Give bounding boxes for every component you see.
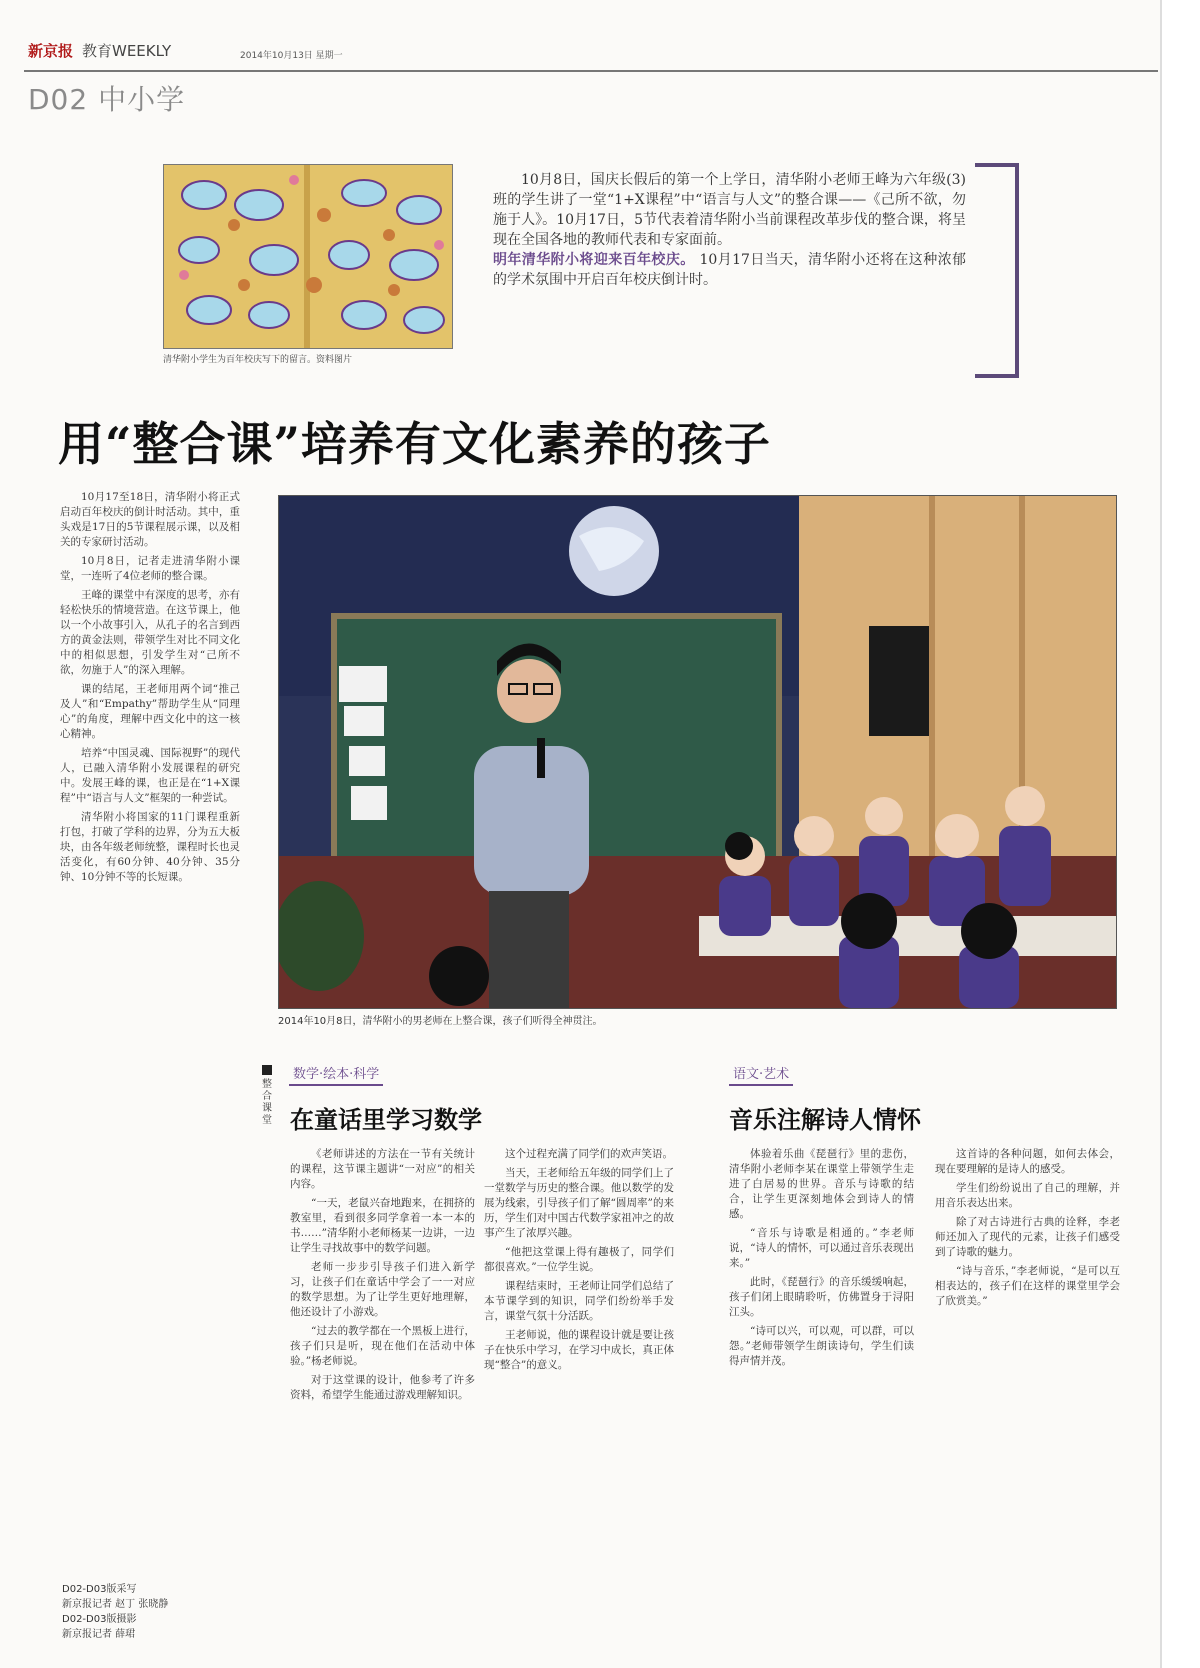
music-subhead: 音乐注解诗人情怀 xyxy=(729,1105,921,1134)
side-label-text: 整合课堂 xyxy=(262,1079,272,1126)
page-section: D02 中小学 xyxy=(28,83,186,116)
music-paragraph: 除了对古诗进行古典的诠释，李老师还加入了现代的元素，让孩子们感受到了诗歌的魅力。 xyxy=(935,1216,1120,1258)
left-paragraph: 10月8日，记者走进清华附小课堂，一连听了4位老师的整合课。 xyxy=(60,555,240,582)
music-paragraph: 此时，《琵琶行》的音乐缓缓响起，孩子们闭上眼睛聆听，仿佛置身于浔阳江头。 xyxy=(729,1276,914,1318)
math-column-b xyxy=(484,1147,674,1377)
music-paragraph: “诗可以兴，可以观，可以群，可以怨。”老师带领学生朗读诗句，学生们读得声情并茂。 xyxy=(729,1325,914,1367)
left-paragraph: 10月17至18日，清华附小将正式启动百年校庆的倒计时活动。其中，重头戏是17日的5节课程展示课，以及相关的专家研讨活动。 xyxy=(60,491,240,548)
math-tag-wrap xyxy=(289,1063,383,1082)
intro-text-2: 10月17日当天，清华附小还将在这种浓郁的学术氛围中开启百年校庆倒计时。 xyxy=(493,252,966,288)
section-weekly: 教育WEEKLY xyxy=(82,42,172,60)
issue-date: 2014年10月13日 星期一 xyxy=(240,51,343,61)
header-rule xyxy=(24,70,1158,72)
masthead: 新京报 xyxy=(28,42,74,60)
credit-line: D02-D03版摄影 xyxy=(62,1614,137,1625)
left-column xyxy=(60,490,240,889)
math-paragraph: “一天，老鼠兴奋地跑来，在拥挤的教室里，看到很多同学拿着一本一本的书……”清华附小老师杨某一边讲，一边让学生寻找故事中的数学问题。 xyxy=(290,1197,475,1254)
math-column-a xyxy=(290,1147,475,1407)
credit-line: 新京报记者 薛珺 xyxy=(62,1629,136,1640)
math-paragraph: 课程结束时，王老师让同学们总结了本节课学到的知识，同学们纷纷举手发言，课堂气氛十分活跃。 xyxy=(484,1280,674,1322)
math-paragraph: 对于这堂课的设计，他参考了许多资料，希望学生能通过游戏理解知识。 xyxy=(290,1374,475,1401)
music-paragraph: “诗与音乐，”李老师说，“是可以互相表达的，孩子们在这样的课堂里学会了欣赏美。” xyxy=(935,1265,1120,1307)
credit-line: D02-D03版采写 xyxy=(62,1584,137,1595)
credit-line: 新京报记者 赵丁 张晓静 xyxy=(62,1599,169,1610)
left-paragraph: 课的结尾，王老师用两个词“推己及人”和“Empathy”帮助学生从“同理心”的角度，理解中西文化中的这一核心精神。 xyxy=(60,683,240,740)
intro-bracket xyxy=(975,163,1019,378)
left-paragraph: 清华附小将国家的11门课程重新打包，打破了学科的边界，分为五大板块，由各年级老师统整，课程时长也灵活变化，有60分钟、40分钟、35分钟、10分钟不等的长短课。 xyxy=(60,811,240,883)
music-paragraph: 这首诗的各种问题，如何去体会，现在要理解的是诗人的感受。 xyxy=(935,1148,1120,1175)
side-label-marker xyxy=(262,1065,272,1075)
music-column-a xyxy=(729,1147,914,1373)
math-paragraph: 当天，王老师给五年级的同学们上了一堂数学与历史的整合课。他以数学的发展为线索，引导孩子们了解“圆周率”的来历，学生们对中国古代数学家祖冲之的故事产生了浓厚兴趣。 xyxy=(484,1167,674,1239)
left-paragraph: 培养“中国灵魂、国际视野”的现代人，已融入清华附小发展课程的研究中。发展王峰的课，也正是在“1+X课程”中“语言与人文”框架的一种尝试。 xyxy=(60,747,240,804)
math-paragraph: 这个过程充满了同学们的欢声笑语。 xyxy=(505,1148,673,1160)
credits xyxy=(62,1582,168,1642)
top-photo xyxy=(163,164,453,349)
math-tag: 数学·绘本·科学 xyxy=(289,1065,383,1086)
music-column-b xyxy=(935,1147,1120,1313)
math-paragraph: 王老师说，他的课程设计就是要让孩子在快乐中学习，在学习中成长，真正体现“整合”的意义。 xyxy=(484,1329,674,1371)
math-subhead: 在童话里学习数学 xyxy=(290,1105,482,1134)
left-paragraph: 王峰的课堂中有深度的思考，亦有轻松快乐的情境营造。在这节课上，他以一个小故事引入，从孔子的名言到西方的黄金法则，带领学生对比不同文化中的相似思想，引发学生对“己所不欲，勿施于人”的深入理解。 xyxy=(60,589,240,676)
music-paragraph: 学生们纷纷说出了自己的理解，并用音乐表达出来。 xyxy=(935,1182,1120,1209)
music-paragraph: “音乐与诗歌是相通的。”李老师说，“诗人的情怀，可以通过音乐表现出来。” xyxy=(729,1227,914,1269)
page-edge xyxy=(1160,0,1162,1668)
side-label xyxy=(262,1065,276,1127)
classroom-photo xyxy=(278,495,1117,1009)
music-tag-wrap xyxy=(729,1063,793,1082)
top-photo-caption: 清华附小学生为百年校庆写下的留言。资料图片 xyxy=(163,355,353,365)
math-paragraph: “过去的教学都在一个黑板上进行，孩子们只是听，现在他们在活动中体验。”杨老师说。 xyxy=(290,1325,475,1367)
math-paragraph: 老师一步步引导孩子们进入新学习，让孩子们在童话中学会了一一对应的数学思想。为了让学生更好地理解，他还设计了小游戏。 xyxy=(290,1261,475,1318)
intro-paragraph xyxy=(493,170,966,290)
music-paragraph: 体验着乐曲《琵琶行》里的悲伤，清华附小老师李某在课堂上带领学生走进了白居易的世界。音乐与诗歌的结合，让学生更深刻地体会到诗人的情感。 xyxy=(729,1148,914,1220)
intro-text-1: 10月8日，国庆长假后的第一个上学日，清华附小老师王峰为六年级(3)班的学生讲了一堂“1+X课程”中“语言与人文”的整合课——《己所不欲，勿施于人》。10月17日，5节代表着清华附小当前课程改革步伐的整合课，将呈现在全国各地的教师代表和专家面前。 xyxy=(493,172,966,248)
music-tag: 语文·艺术 xyxy=(729,1065,793,1086)
math-paragraph: 《老师讲述的方法在一节有关统计的课程，这节课主题讲“一对应”的相关内容。 xyxy=(290,1148,475,1190)
math-paragraph: “他把这堂课上得有趣极了，同学们都很喜欢。”一位学生说。 xyxy=(484,1246,674,1273)
intro-highlight: 明年清华附小将迎来百年校庆。 xyxy=(493,252,695,268)
main-headline: 用“整合课”培养有文化素养的孩子 xyxy=(58,417,771,471)
main-photo-caption: 2014年10月8日，清华附小的男老师在上整合课，孩子们听得全神贯注。 xyxy=(278,1016,603,1027)
